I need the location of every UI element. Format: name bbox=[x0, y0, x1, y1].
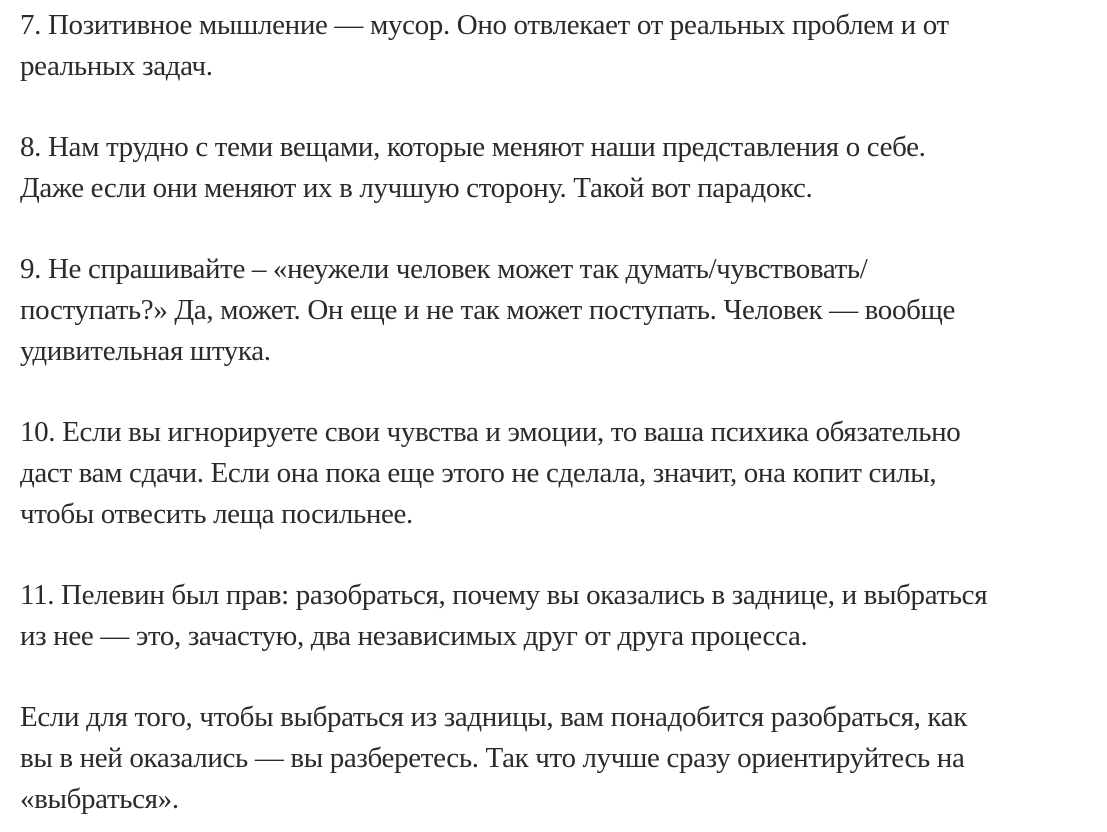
paragraph-spacer bbox=[20, 209, 1107, 249]
text-line: 10. Если вы игнорируете свои чувства и эмоции, то ваша психика обязательно bbox=[20, 416, 961, 448]
paragraph-7 bbox=[20, 5, 1107, 87]
text-line: «выбраться». bbox=[20, 783, 179, 815]
text-line: чтобы отвесить леща посильнее. bbox=[20, 498, 413, 530]
text-line: 8. Нам трудно с теми вещами, которые меняют наши представления о себе. bbox=[20, 131, 926, 163]
text-line: 7. Позитивное мышление — мусор. Оно отвлекает от реальных проблем и от bbox=[20, 9, 949, 41]
paragraph-spacer bbox=[20, 87, 1107, 127]
paragraph-spacer bbox=[20, 535, 1107, 575]
paragraph-spacer bbox=[20, 372, 1107, 412]
text-line: даст вам сдачи. Если она пока еще этого не сделала, значит, она копит силы, bbox=[20, 457, 937, 489]
text-line: 11. Пелевин был прав: разобраться, почему вы оказались в заднице, и выбраться bbox=[20, 579, 988, 611]
paragraph-8 bbox=[20, 127, 1107, 209]
text-line: вы в ней оказались — вы разберетесь. Так что лучше сразу ориентируйтесь на bbox=[20, 742, 965, 774]
paragraph-spacer bbox=[20, 657, 1107, 697]
text-line: Если для того, чтобы выбраться из задницы, вам понадобится разобраться, как bbox=[20, 701, 967, 733]
paragraph-9 bbox=[20, 249, 1107, 372]
text-line: из нее — это, зачастую, два независимых друг от друга процесса. bbox=[20, 620, 808, 652]
text-line: 9. Не спрашивайте – «неужели человек может так думать/чувствовать/ bbox=[20, 253, 868, 285]
text-line: реальных задач. bbox=[20, 50, 213, 82]
paragraph-conclusion bbox=[20, 697, 1107, 820]
article-body bbox=[0, 5, 1107, 820]
paragraph-11 bbox=[20, 575, 1107, 657]
paragraph-10 bbox=[20, 412, 1107, 535]
text-line: Даже если они меняют их в лучшую сторону. Такой вот парадокс. bbox=[20, 172, 813, 204]
text-line: поступать?» Да, может. Он еще и не так может поступать. Человек — вообще bbox=[20, 294, 956, 326]
text-line: удивительная штука. bbox=[20, 335, 271, 367]
